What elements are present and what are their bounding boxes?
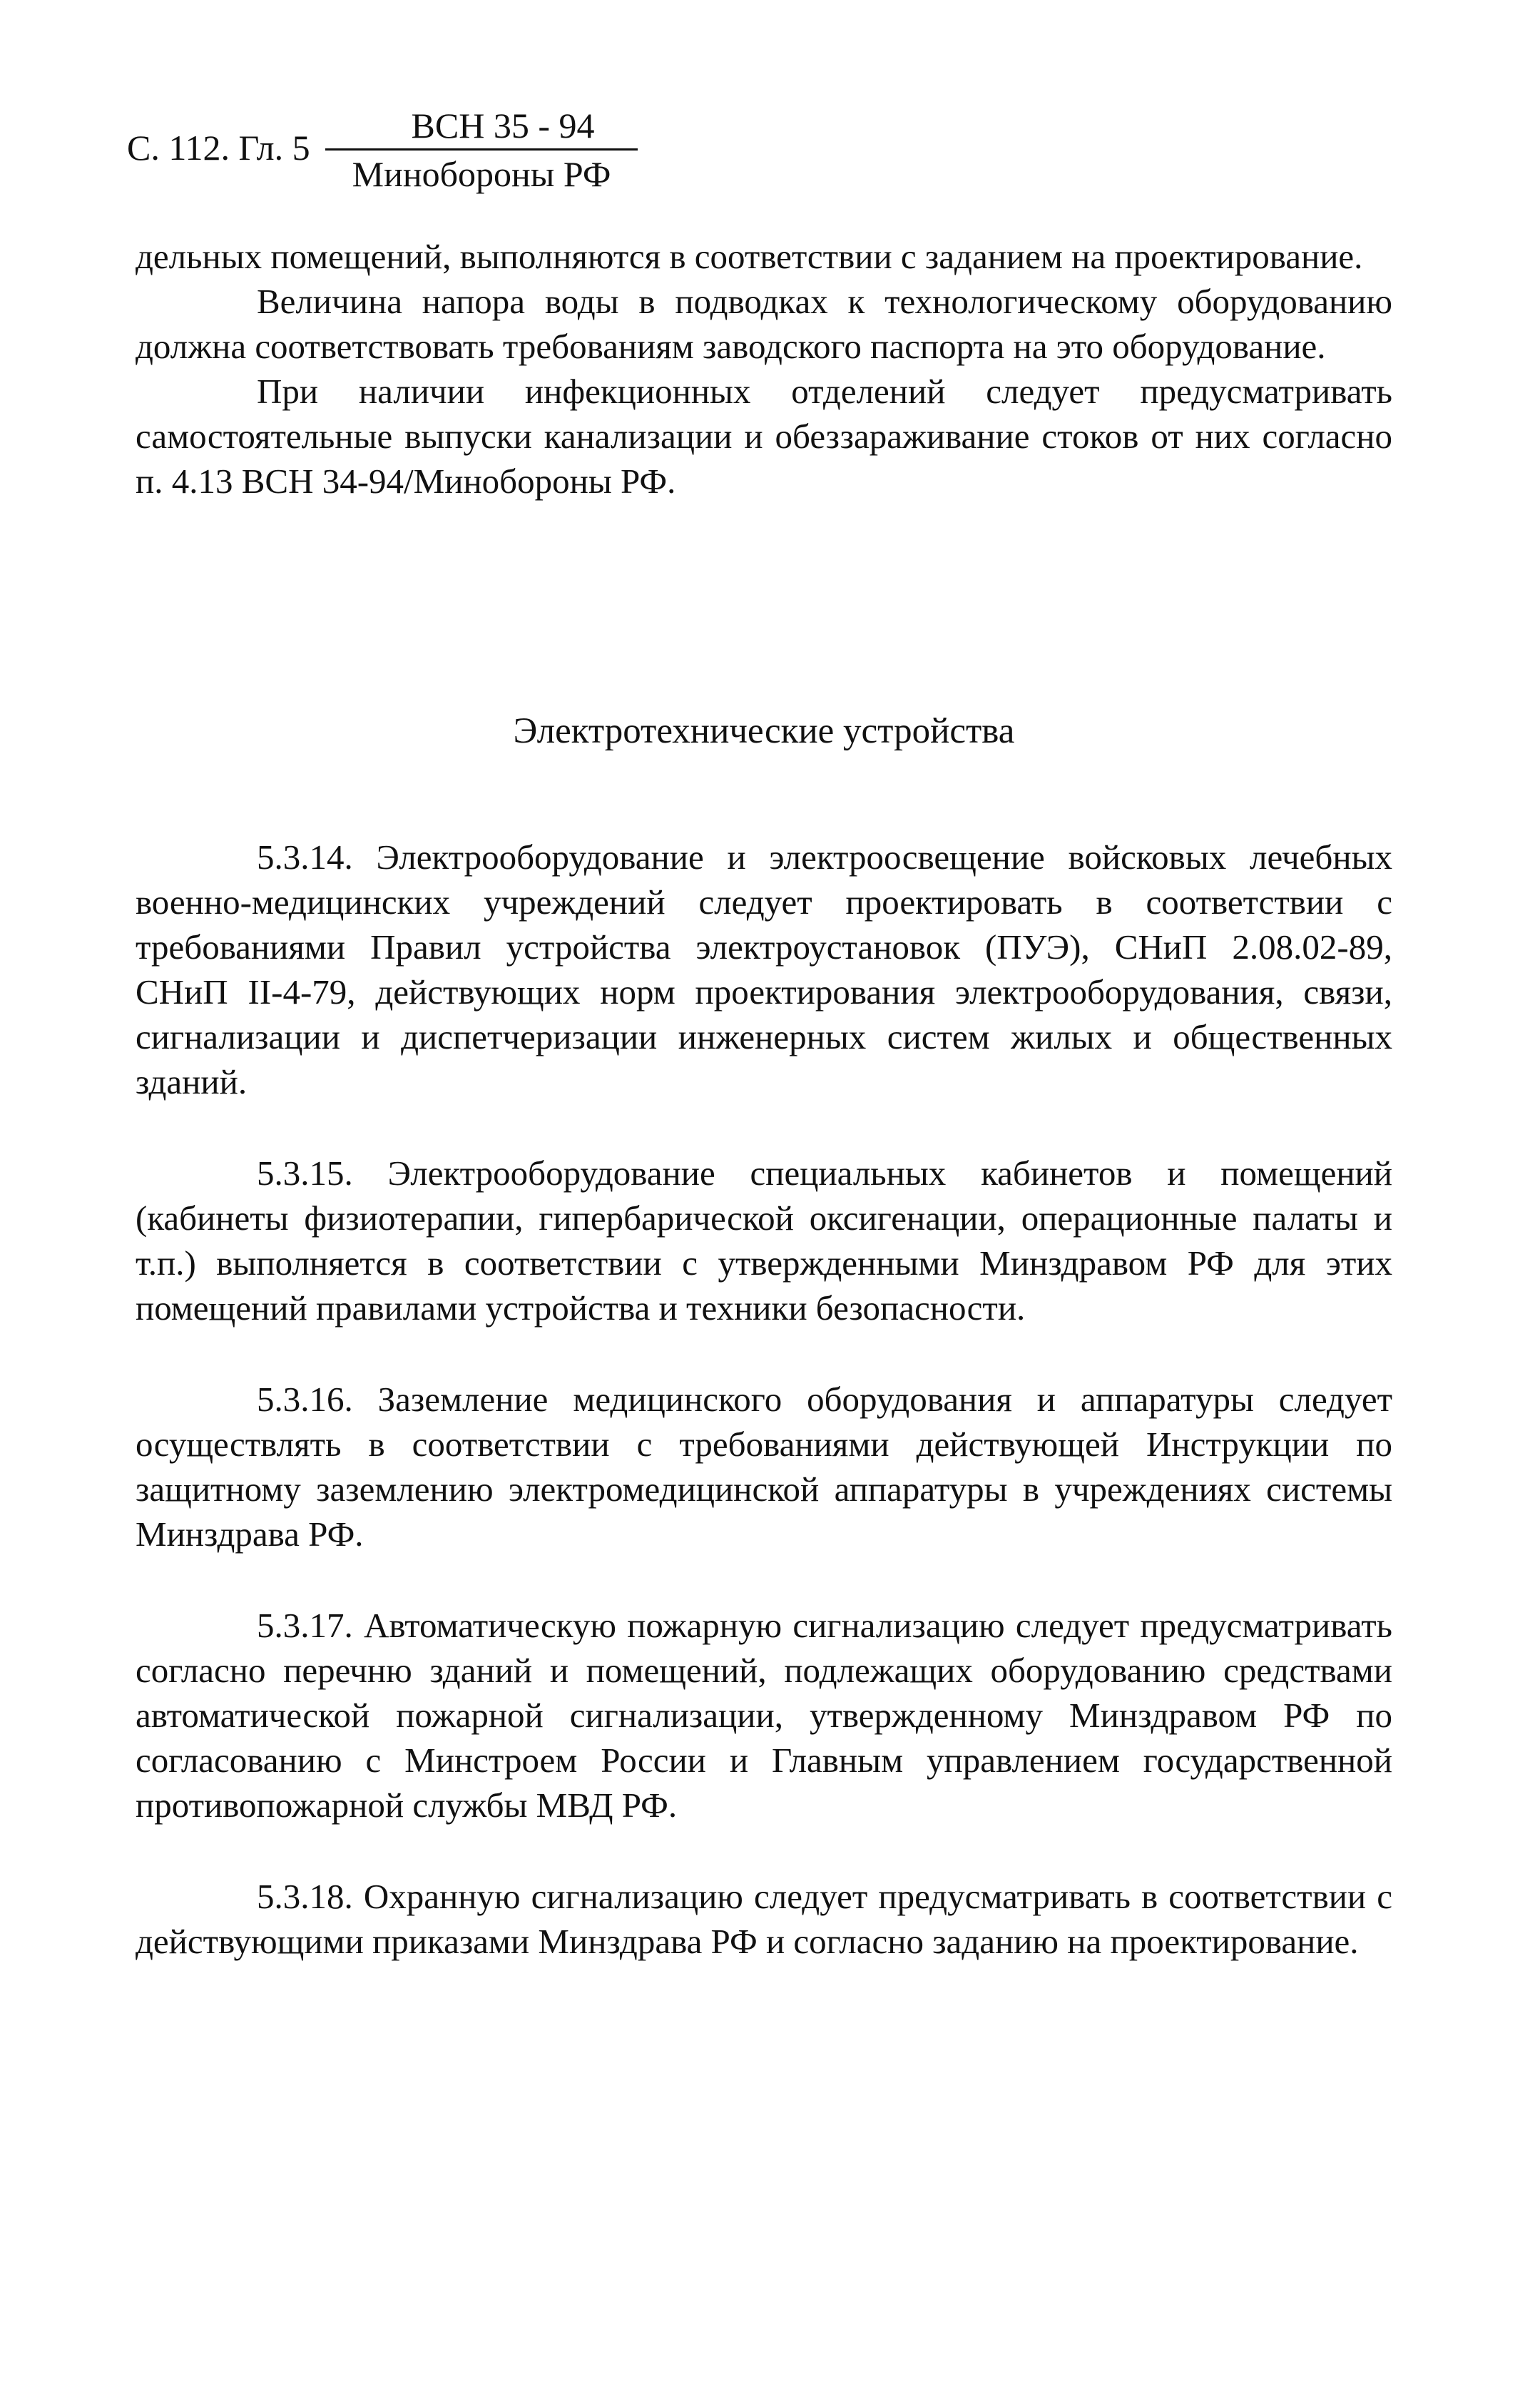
intro-text	[136, 234, 1392, 504]
document-code-fraction	[325, 106, 638, 193]
paragraph-infectious-wards: При наличии инфекционных отделений следует предусматривать самостоятельные выпуски канализации и обеззараживание стоков от них согласно п. 4.13 ВСН 34-94/Минобороны РФ.	[136, 372, 1392, 501]
page-chapter-reference: С. 112. Гл. 5	[127, 128, 310, 168]
section-items	[136, 835, 1392, 1964]
item-5-3-15: 5.3.15. Электрооборудование специальных кабинетов и помещений (кабинеты физиотерапии, гипербарической оксигенации, операционные палаты и т.п.) выполняется в соответствии с утвержденными Минздравом РФ для этих помещений правилами устройства и техники безопасности.	[136, 1153, 1392, 1328]
header-fraction-rule	[325, 148, 638, 151]
paragraph-water-pressure: Величина напора воды в подводках к технологическому оборудованию должна соответствовать требованиям заводского паспорта на это оборудование.	[136, 282, 1392, 366]
document-code: ВСН 35 - 94	[411, 106, 595, 146]
item-5-3-18: 5.3.18. Охранную сигнализацию следует предусматривать в соответствии с действующими приказами Минздрава РФ и согласно заданию на проектирование.	[136, 1877, 1392, 1961]
item-5-3-16: 5.3.16. Заземление медицинского оборудования и аппаратуры следует осуществлять в соответствии с требованиями действующей Инструкции по защитному заземлению электромедицинской аппаратуры в учреждениях системы Минздрава РФ.	[136, 1380, 1392, 1554]
paragraph-continuation: дельных помещений, выполняются в соответствии с заданием на проектирование.	[136, 237, 1363, 276]
section-title: Электротехнические устройства	[513, 711, 1015, 751]
item-5-3-14: 5.3.14. Электрооборудование и электроосвещение войсковых лечебных военно-медицинских учреждений следует проектировать в соответствии с требованиями Правил устройства электроустановок (ПУЭ), СНиП 2.08.02-89, СНиП II-4-79, действующих норм проектирования электрооборудования, связи, сигнализации и диспетчеризации инженерных систем жилых и общественных зданий.	[136, 837, 1392, 1101]
issuing-body: Минобороны РФ	[352, 154, 611, 194]
item-5-3-17: 5.3.17. Автоматическую пожарную сигнализацию следует предусматривать согласно перечню зданий и помещений, подлежащих оборудованию средствами автоматической пожарной сигнализации, утвержденному Минздравом РФ по согласованию с Минстроем России и Главным управлением государственной противопожарной службы МВД РФ.	[136, 1606, 1392, 1825]
running-header	[127, 106, 669, 194]
